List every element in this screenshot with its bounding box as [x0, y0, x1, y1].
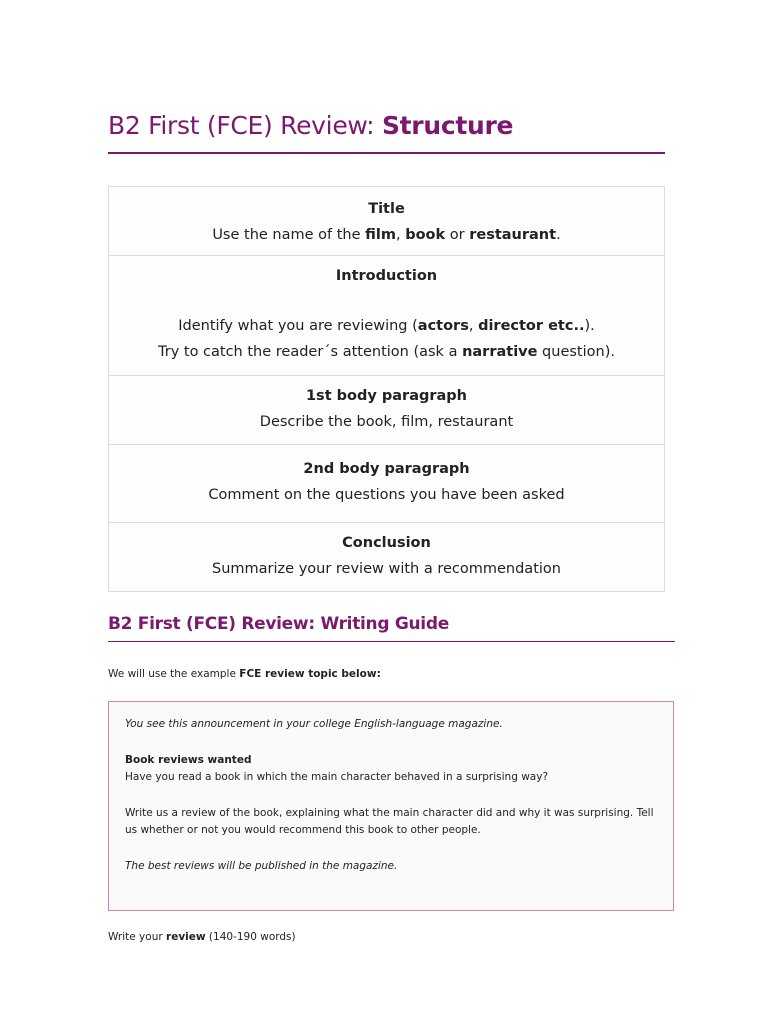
writing-guide-heading-bold: Writing Guide — [320, 614, 449, 634]
table-row-body2 — [109, 445, 665, 523]
title-description: Use the name of the film, book or restaurant. — [212, 227, 561, 243]
table-cell-title — [109, 187, 665, 256]
task-box — [108, 701, 674, 911]
writing-guide-divider — [108, 641, 675, 642]
writing-guide-heading-prefix: B2 First (FCE) Review: — [108, 614, 321, 634]
body2-description: Comment on the questions you have been asked — [208, 487, 565, 503]
table-cell-body1 — [109, 376, 665, 445]
task-instructions: Write us a review of the book, explaining what the main character did and why it was surprising. Tell us whether or not you would recommend this book to other people. — [125, 807, 654, 836]
heading-divider — [108, 152, 665, 154]
body1-description: Describe the book, film, restaurant — [259, 414, 514, 430]
task-question: Have you read a book in which the main character behaved in a surprising way? — [125, 771, 549, 783]
table-cell-body2 — [109, 445, 665, 523]
table-cell-conclusion — [109, 523, 665, 592]
conclusion-heading: Conclusion — [342, 535, 431, 551]
example-intro: We will use the example FCE review topic below: — [108, 668, 381, 680]
introduction-line-2: Try to catch the reader´s attention (ask a narrative question). — [158, 344, 615, 360]
table-cell-introduction — [109, 256, 665, 376]
introduction-line-1: Identify what you are reviewing (actors, director etc..). — [178, 318, 595, 334]
table-row-introduction — [109, 256, 665, 376]
introduction-heading: Introduction — [335, 268, 438, 284]
word-count-instruction: Write your review (140-190 words) — [108, 931, 296, 943]
task-heading: Book reviews wanted — [125, 754, 252, 766]
body1-heading: 1st body paragraph — [305, 388, 468, 404]
title-heading: Title — [368, 201, 405, 217]
writing-guide-heading — [108, 612, 668, 636]
structure-heading-prefix: B2 First (FCE) Review: — [108, 111, 382, 140]
table-row-title — [109, 187, 665, 256]
task-announcement: You see this announcement in your college English-language magazine. — [125, 718, 503, 730]
task-closing: The best reviews will be published in the magazine. — [125, 860, 398, 872]
table-row-body1 — [109, 376, 665, 445]
conclusion-description: Summarize your review with a recommendation — [212, 561, 561, 577]
body2-heading: 2nd body paragraph — [303, 461, 470, 477]
structure-heading-bold: Structure — [381, 111, 514, 140]
structure-heading — [108, 110, 668, 142]
table-row-conclusion — [109, 523, 665, 592]
structure-table — [108, 186, 665, 592]
